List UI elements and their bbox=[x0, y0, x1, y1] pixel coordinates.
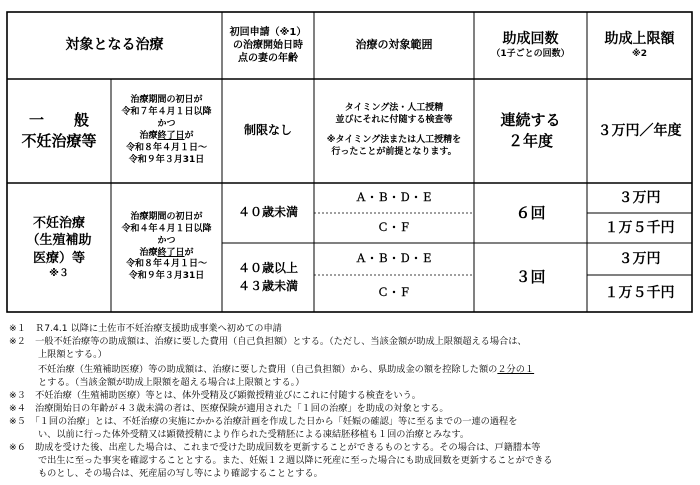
general-period-line4-pre: 治療 bbox=[139, 131, 158, 141]
general-period-line4-post: が bbox=[184, 131, 194, 141]
general-limit: ３万円／年度 bbox=[597, 122, 682, 139]
general-scope-main: タイミング法・人工授精 並びにそれに付随する検査等 bbox=[335, 103, 453, 126]
general-period-line1: 治療期間の初日が bbox=[130, 95, 203, 106]
art-period-line4-pre: 治療 bbox=[139, 247, 158, 258]
note-2-line3 bbox=[38, 363, 534, 376]
general-period-line5: 令和８年４月１日～ bbox=[125, 142, 207, 153]
header-count bbox=[474, 12, 587, 79]
general-age: 制限なし bbox=[243, 123, 292, 138]
general-name-line2: 不妊治療等 bbox=[21, 132, 97, 150]
general-period-line3: かつ bbox=[157, 119, 176, 130]
header-limit-title: 助成上限額 bbox=[604, 31, 675, 48]
art-limit-cf-under40: １万５千円 bbox=[604, 219, 675, 236]
header-limit bbox=[587, 12, 692, 79]
note-5-line2: い、以前に行った体外受精又は顕微授精により作られた受精胚による凍結胚移植も１回の治療とみなす。 bbox=[38, 429, 470, 440]
general-period-line4-underlined: 終了日 bbox=[157, 131, 185, 141]
art-period-line2: 令和４年４月１日以降 bbox=[121, 223, 212, 234]
header-count-sub: （1子ごとの回数） bbox=[491, 49, 570, 59]
art-scope-cf-40-43: Ｃ・Ｆ bbox=[377, 286, 411, 300]
art-period-line5: 令和８年４月１日～ bbox=[125, 259, 207, 270]
art-treatment-name bbox=[7, 183, 111, 312]
note-6-line2: で出生に至った事実を確認することとする。また、妊娠１２週以降に死産に至った場合にも助成回数を更新することができる bbox=[38, 455, 553, 466]
art-period bbox=[111, 183, 222, 312]
art-limit-abde-under40: ３万円 bbox=[618, 189, 661, 206]
general-period-line4 bbox=[139, 131, 193, 143]
art-age-under40: ４０歳未満 bbox=[237, 205, 298, 220]
note-6-line3: ものとし、その場合は、死産届の写し等により確認することとする。 bbox=[38, 468, 323, 479]
general-treatment-name bbox=[7, 79, 111, 183]
art-scope-abde-under40: Ａ・Ｂ・Ｄ・Ｅ bbox=[355, 190, 433, 204]
note-2-line3-text: 不妊治療（生殖補助医療）等の助成額は、治療に要した費用（自己負担額）から、県助成金の額を控除した額の bbox=[38, 364, 498, 375]
general-count: 連続する ２年度 bbox=[500, 111, 561, 150]
header-count-title: 助成回数 bbox=[502, 31, 559, 48]
art-limit-cf-40-43: １万５千円 bbox=[604, 285, 675, 302]
note-3: ※３ 不妊治療（生殖補助医療）等とは、体外受精及び顕微授精並びにこれに付随する検査をいう。 bbox=[9, 390, 421, 401]
art-period-line6: 令和９年３月31日 bbox=[128, 271, 205, 282]
note-4: ※４ 治療開始日の年齢が４３歳未満の者は、医療保険が適用された「１回の治療」を助成の対象とする。 bbox=[9, 403, 449, 414]
art-limit-abde-40-43: ３万円 bbox=[618, 250, 661, 267]
art-name: 不妊治療 （生殖補助 医療）等 bbox=[26, 215, 92, 266]
note-2-line4: とする。（当該金額が助成上限額を超える場合は上限額とする。） bbox=[38, 377, 305, 388]
note-1: ※１ Ｒ7.4.1 以降に土佐市不妊治療支援助成事業へ初めての申請 bbox=[9, 323, 282, 334]
header-age: 初回申請（※1） の治療開始日時 点の妻の年齢 bbox=[229, 26, 307, 65]
art-period-line4-underlined: 終了日 bbox=[157, 247, 185, 258]
art-name-note: ※３ bbox=[49, 268, 69, 280]
note-6-line1: ※６ 助成を受けた後、出産した場合は、これまで受けた助成回数を更新することができるものとする。その場合は、戸籍謄本等 bbox=[9, 442, 541, 453]
note-2-line2: 上限額とする。） bbox=[38, 349, 107, 360]
header-limit-note: ※2 bbox=[631, 49, 647, 59]
art-scope-abde-40-43: Ａ・Ｂ・Ｄ・Ｅ bbox=[355, 251, 433, 265]
art-count-40-43: ３回 bbox=[515, 268, 546, 286]
art-period-line1: 治療期間の初日が bbox=[130, 211, 203, 222]
art-scope-cf-under40: Ｃ・Ｆ bbox=[377, 220, 411, 234]
note-5-line1: ※５ 「１回の治療」とは、不妊治療の実施にかかる治療計画を作成した日から「妊娠の確認」等に至るまでの一連の過程を bbox=[9, 416, 518, 427]
note-2-half: ２分の１ bbox=[497, 364, 535, 375]
art-period-line4 bbox=[139, 248, 193, 260]
general-scope-note: ※タイミング法または人工授精を 行ったことが前提となります。 bbox=[326, 135, 462, 157]
general-scope bbox=[314, 79, 474, 183]
header-scope: 治療の対象範囲 bbox=[355, 38, 433, 52]
art-count-under40: ６回 bbox=[515, 203, 546, 222]
art-period-line4-post: が bbox=[184, 247, 194, 258]
header-treatment: 対象となる治療 bbox=[65, 37, 164, 54]
art-age-40-43: ４０歳以上 ４３歳未満 bbox=[237, 261, 298, 293]
note-2-line1: ※２ 一般不妊治療等の助成額は、治療に要した費用（自己負担額）とする。（ただし、当該金額が助成上限額超える場合は、 bbox=[9, 336, 527, 347]
art-period-line3: かつ bbox=[157, 235, 176, 246]
general-period-line2: 令和７年４月１日以降 bbox=[121, 107, 212, 118]
general-period bbox=[111, 79, 222, 183]
general-name-line1: 一 般 bbox=[28, 111, 89, 129]
general-period-line6: 令和９年３月31日 bbox=[128, 154, 205, 165]
